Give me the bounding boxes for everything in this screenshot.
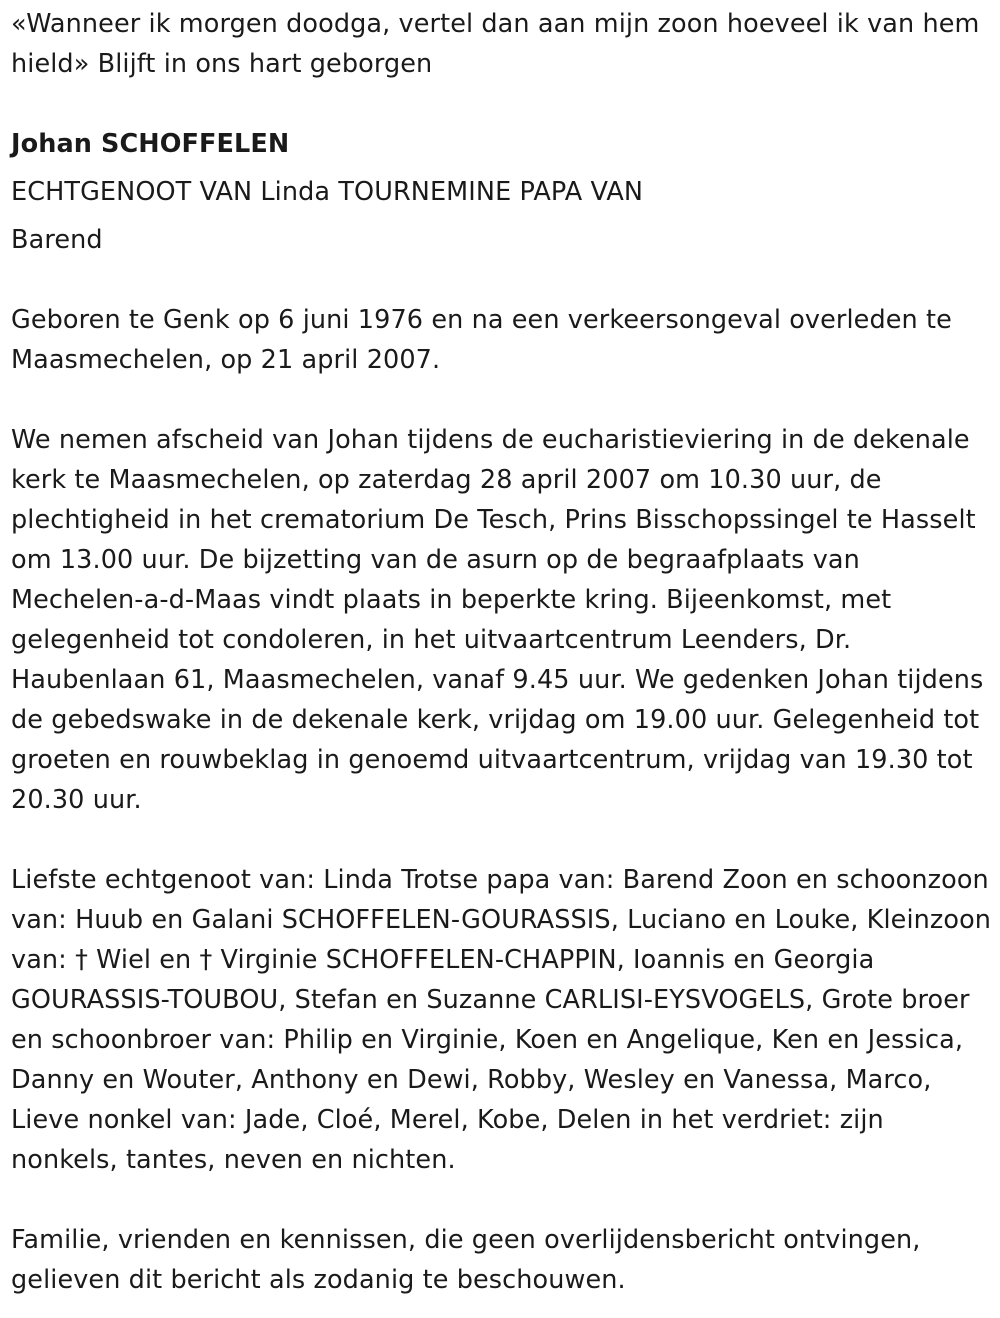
ceremony-paragraph: We nemen afscheid van Johan tijdens de eucharistieviering in de dekenale kerk te Maasmechelen, op zaterdag 28 april 2007 om 10.30 uur, de plechtigheid in het crematorium De Tesch, Prins Bisschopssingel te Hasselt om 13.00 uur. De bijzetting van de asurn op de begraafplaats van Mechelen-a-d-Maas vindt plaats in beperkte kring. Bijeenkomst, met gelegenheid tot condoleren, in het uitvaartcentrum Leenders, Dr. Haubenlaan 61, Maasmechelen, vanaf 9.45 uur. We gedenken Johan tijdens de gebedswake in de dekenale kerk, vrijdag om 19.00 uur. Gelegenheid tot groeten en rouwbeklag in genoemd uitvaartcentrum, vrijdag van 19.30 tot 20.30 uur. bbox=[11, 425, 984, 815]
deceased-name: Johan SCHOFFELEN bbox=[11, 129, 290, 159]
spacer bbox=[11, 1180, 996, 1220]
obituary-document bbox=[11, 4, 996, 1300]
family-paragraph: Liefste echtgenoot van: Linda Trotse papa van: Barend Zoon en schoonzoon van: Huub en Galani SCHOFFELEN-GOURASSIS, Luciano en Louke, Kleinzoon van: † Wiel en † Virginie SCHOFFELEN-CHAPPIN, Ioannis en Georgia GOURASSIS-TOUBOU, Stefan en Suzanne CARLISI-EYSVOGELS, Grote broer en schoonbroer van: Philip en Virginie, Koen en Angelique, Ken en Jessica, Danny en Wouter, Anthony en Dewi, Robby, Wesley en Vanessa, Marco, Lieve nonkel van: Jade, Cloé, Merel, Kobe, Delen in het verdriet: zijn nonkels, tantes, neven en nichten. bbox=[11, 865, 992, 1175]
birth-death-paragraph: Geboren te Genk op 6 juni 1976 en na een verkeersongeval overleden te Maasmechelen, op 21 april 2007. bbox=[11, 305, 952, 375]
spacer bbox=[11, 84, 996, 124]
spacer bbox=[11, 820, 996, 860]
child-line: Barend bbox=[11, 225, 103, 255]
closing-paragraph: Familie, vrienden en kennissen, die geen overlijdensbericht ontvingen, gelieven dit bericht als zodanig te beschouwen. bbox=[11, 1225, 921, 1295]
spouse-line: ECHTGENOOT VAN Linda TOURNEMINE PAPA VAN bbox=[11, 177, 644, 207]
motto-text: «Wanneer ik morgen doodga, vertel dan aan mijn zoon hoeveel ik van hem hield» Blijft in ons hart geborgen bbox=[11, 9, 980, 79]
spacer bbox=[11, 260, 996, 300]
spacer bbox=[11, 380, 996, 420]
